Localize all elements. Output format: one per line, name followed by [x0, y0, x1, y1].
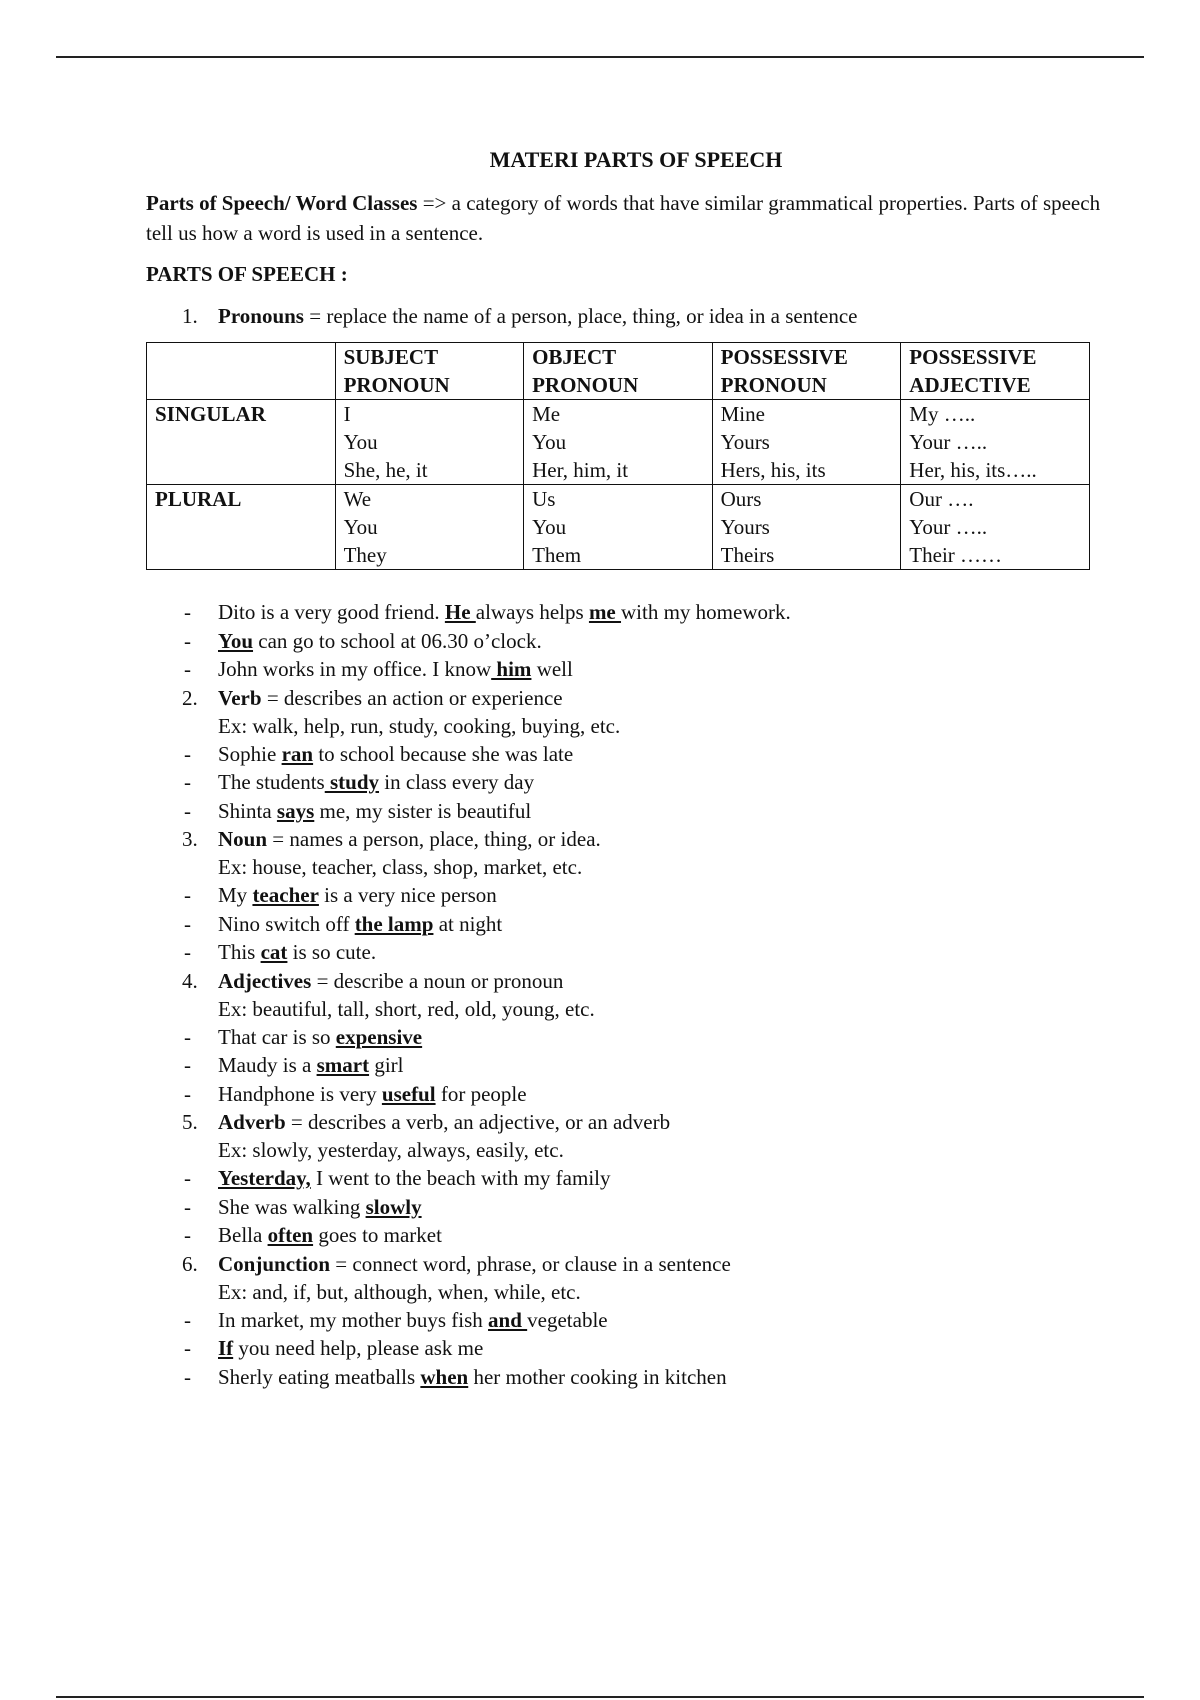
cell-value: Our …. — [909, 487, 974, 511]
list-item-adverb — [146, 1108, 1106, 1164]
bullet-dash: - — [184, 600, 191, 624]
cell-value: Me — [532, 402, 561, 426]
highlighted-word: If — [218, 1336, 234, 1360]
highlighted-word: cat — [260, 940, 288, 964]
sentence-text: This — [218, 940, 261, 964]
item-term: Noun — [218, 827, 268, 851]
sentence-text: John works in my office. I know — [218, 657, 492, 681]
cell-value: Ours — [720, 487, 762, 511]
list-item-noun — [146, 825, 1106, 881]
bullet-dash: - — [184, 1223, 191, 1247]
table-header-cell — [147, 343, 336, 400]
item-number: 1. — [182, 304, 198, 328]
highlighted-word: slowly — [365, 1194, 422, 1219]
item-term: Adverb — [218, 1110, 286, 1134]
sentence-text: girl — [369, 1053, 404, 1077]
parts-of-speech-list — [146, 684, 1106, 1392]
sentence-text: Bella — [218, 1223, 268, 1247]
cell-value: Them — [532, 543, 582, 567]
table-cell — [901, 485, 1090, 570]
table-header-cell: POSSESSIVE PRONOUN — [712, 343, 901, 400]
item-definition: = describe a noun or pronoun — [311, 968, 564, 993]
bullet-dash: - — [184, 883, 191, 907]
cell-value: Her, him, it — [532, 458, 629, 482]
cell-value: We — [343, 487, 372, 511]
item-term: Adjectives — [218, 968, 312, 993]
example-sentence — [146, 881, 1106, 910]
highlighted-word: ran — [281, 741, 314, 766]
sentence-text: with my homework. — [621, 600, 791, 624]
sentence-text: The students — [218, 770, 325, 794]
cell-value: You — [343, 515, 378, 539]
sentence-text: is a very nice person — [318, 883, 497, 907]
cell-value: Her, his, its….. — [909, 458, 1037, 482]
cell-value: You — [343, 430, 378, 454]
sentence-text: That car is so — [218, 1024, 336, 1049]
pronoun-table — [146, 342, 1090, 570]
item-examples-line: Ex: and, if, but, although, when, while, etc. — [218, 1279, 581, 1304]
sentence-text: She was walking — [218, 1194, 366, 1219]
item-definition: = names a person, place, thing, or idea. — [267, 827, 601, 851]
table-cell — [335, 400, 524, 485]
bullet-dash: - — [184, 911, 191, 936]
cell-value: Yours — [720, 515, 770, 539]
sentence-text: Sophie — [218, 741, 282, 766]
sentence-text: can go to school at 06.30 o’clock. — [253, 628, 542, 653]
sentence-text: is so cute. — [287, 940, 377, 964]
list-item-verb — [146, 684, 1106, 740]
item-number: 5. — [182, 1110, 198, 1134]
cell-value: I — [343, 402, 351, 426]
sentence-text: in class every day — [379, 770, 535, 794]
item-definition: = connect word, phrase, or clause in a sentence — [330, 1251, 731, 1276]
cell-value: She, he, it — [343, 458, 428, 482]
item-term: Conjunction — [218, 1251, 331, 1276]
bullet-dash: - — [184, 628, 191, 653]
sentence-text: at night — [433, 911, 503, 936]
example-sentence — [146, 910, 1106, 939]
bullet-dash: - — [184, 1081, 191, 1106]
example-sentence — [146, 768, 1106, 797]
table-cell — [335, 485, 524, 570]
sentence-text: Maudy is a — [218, 1053, 317, 1077]
intro-paragraph — [146, 188, 1106, 248]
example-sentence — [146, 938, 1106, 967]
item-examples-line: Ex: beautiful, tall, short, red, old, young, etc. — [218, 996, 595, 1021]
cell-value: Mine — [720, 402, 765, 426]
row-label: SINGULAR — [147, 400, 336, 485]
cell-value: Your ….. — [909, 430, 988, 454]
intro-term: Parts of Speech/ Word Classes — [146, 191, 418, 215]
sentence-text: you need help, please ask me — [233, 1336, 484, 1360]
cell-value: Hers, his, its — [720, 458, 826, 482]
list-item-adjectives — [146, 967, 1106, 1023]
table-cell — [524, 485, 713, 570]
bullet-dash: - — [184, 741, 191, 766]
example-sentence — [146, 1363, 1106, 1392]
highlighted-word: him — [491, 657, 532, 681]
sentence-text: well — [531, 657, 573, 681]
list-item-conjunction — [146, 1250, 1106, 1306]
highlighted-word: when — [420, 1364, 469, 1389]
highlighted-word: teacher — [252, 883, 319, 907]
sentence-text: Shinta — [218, 798, 277, 823]
example-sentence — [146, 1023, 1106, 1052]
item-term: Pronouns — [218, 304, 304, 328]
sentence-text: I went to the beach with my family — [310, 1166, 611, 1190]
table-row — [147, 400, 1090, 485]
item-definition: = describes a verb, an adjective, or an adverb — [285, 1110, 671, 1134]
example-sentence — [146, 598, 1106, 627]
item-examples-line: Ex: walk, help, run, study, cooking, buying, etc. — [218, 713, 621, 738]
bullet-dash: - — [184, 798, 191, 823]
table-cell — [524, 400, 713, 485]
cell-value: My ….. — [909, 402, 976, 426]
bullet-dash: - — [184, 1336, 191, 1360]
example-sentence — [146, 1193, 1106, 1222]
cell-value: Us — [532, 487, 556, 511]
table-cell — [901, 400, 1090, 485]
example-sentence — [146, 1306, 1106, 1335]
sentence-text: always helps — [475, 600, 589, 624]
table-header-cell: SUBJECT PRONOUN — [335, 343, 524, 400]
cell-value: They — [343, 543, 387, 567]
bullet-dash: - — [184, 940, 191, 964]
intro-text: a category of words that have similar grammatical properties. Parts of speech tell us how a word is used in a sentence. — [146, 191, 1101, 245]
sentence-text: her mother cooking in kitchen — [468, 1364, 727, 1389]
sentence-text: Handphone is very — [218, 1081, 382, 1106]
highlighted-word: and — [488, 1307, 528, 1332]
document-body — [146, 146, 1106, 1391]
table-header-cell: POSSESSIVE ADJECTIVE — [901, 343, 1090, 400]
sentence-text: to school because she was late — [313, 741, 574, 766]
item-examples-line: Ex: house, teacher, class, shop, market, etc. — [218, 855, 583, 879]
sentence-text: me, my sister is beautiful — [314, 798, 532, 823]
highlighted-word: expensive — [335, 1024, 423, 1049]
highlighted-word: smart — [316, 1053, 370, 1077]
bottom-rule — [56, 1696, 1144, 1698]
highlighted-word: You — [218, 628, 254, 653]
bullet-dash: - — [184, 657, 191, 681]
item-number: 4. — [182, 968, 198, 993]
bullet-dash: - — [184, 1053, 191, 1077]
highlighted-word: says — [276, 798, 315, 823]
table-cell — [712, 485, 901, 570]
cell-value: Theirs — [720, 543, 775, 567]
sentence-text: Sherly eating meatballs — [218, 1364, 421, 1389]
section-heading: PARTS OF SPEECH : — [146, 262, 348, 286]
sentence-text: My — [218, 883, 253, 907]
table-cell — [712, 400, 901, 485]
item-definition: = replace the name of a person, place, thing, or idea in a sentence — [303, 304, 858, 328]
example-sentence — [146, 1334, 1106, 1363]
item-number: 2. — [182, 685, 198, 710]
highlighted-word: the lamp — [354, 911, 434, 936]
list-item-pronouns — [146, 302, 1106, 330]
example-sentence — [146, 627, 1106, 656]
table-header-cell: OBJECT PRONOUN — [524, 343, 713, 400]
example-sentence — [146, 655, 1106, 684]
highlighted-word: study — [324, 770, 380, 794]
example-sentence — [146, 740, 1106, 769]
example-sentence — [146, 797, 1106, 826]
row-label: PLURAL — [147, 485, 336, 570]
sentence-text: Dito is a very good friend. — [218, 600, 445, 624]
example-sentence — [146, 1221, 1106, 1250]
item-examples-line: Ex: slowly, yesterday, always, easily, etc. — [218, 1138, 564, 1162]
intro-arrow: => — [417, 191, 452, 215]
example-sentence — [146, 1080, 1106, 1109]
bullet-dash: - — [184, 1024, 191, 1049]
pronoun-examples — [146, 598, 1106, 684]
item-term: Verb — [218, 685, 262, 710]
table-row — [147, 485, 1090, 570]
item-number: 6. — [182, 1251, 198, 1276]
example-sentence — [146, 1164, 1106, 1193]
highlighted-word: He — [444, 600, 476, 624]
sentence-text: In market, my mother buys fish — [218, 1307, 489, 1332]
page-title: MATERI PARTS OF SPEECH — [489, 147, 783, 172]
table-header-row — [147, 343, 1090, 400]
bullet-dash: - — [184, 1166, 191, 1190]
bullet-dash: - — [184, 1307, 191, 1332]
cell-value: Their …… — [909, 543, 1003, 567]
item-definition: = describes an action or experience — [261, 685, 563, 710]
item-number: 3. — [182, 827, 198, 851]
example-sentence — [146, 1051, 1106, 1080]
top-rule — [56, 56, 1144, 58]
highlighted-word: useful — [381, 1081, 436, 1106]
sentence-text: goes to market — [313, 1223, 442, 1247]
highlighted-word: Yesterday, — [218, 1166, 311, 1190]
cell-value: You — [532, 430, 567, 454]
cell-value: You — [532, 515, 567, 539]
sentence-text: for people — [435, 1081, 527, 1106]
bullet-dash: - — [184, 1364, 191, 1389]
highlighted-word: often — [267, 1223, 314, 1247]
cell-value: Yours — [720, 430, 770, 454]
sentence-text: vegetable — [527, 1307, 608, 1332]
cell-value: Your ….. — [909, 515, 988, 539]
sentence-text: Nino switch off — [218, 911, 355, 936]
bullet-dash: - — [184, 1194, 191, 1219]
highlighted-word: me — [588, 600, 622, 624]
bullet-dash: - — [184, 770, 191, 794]
